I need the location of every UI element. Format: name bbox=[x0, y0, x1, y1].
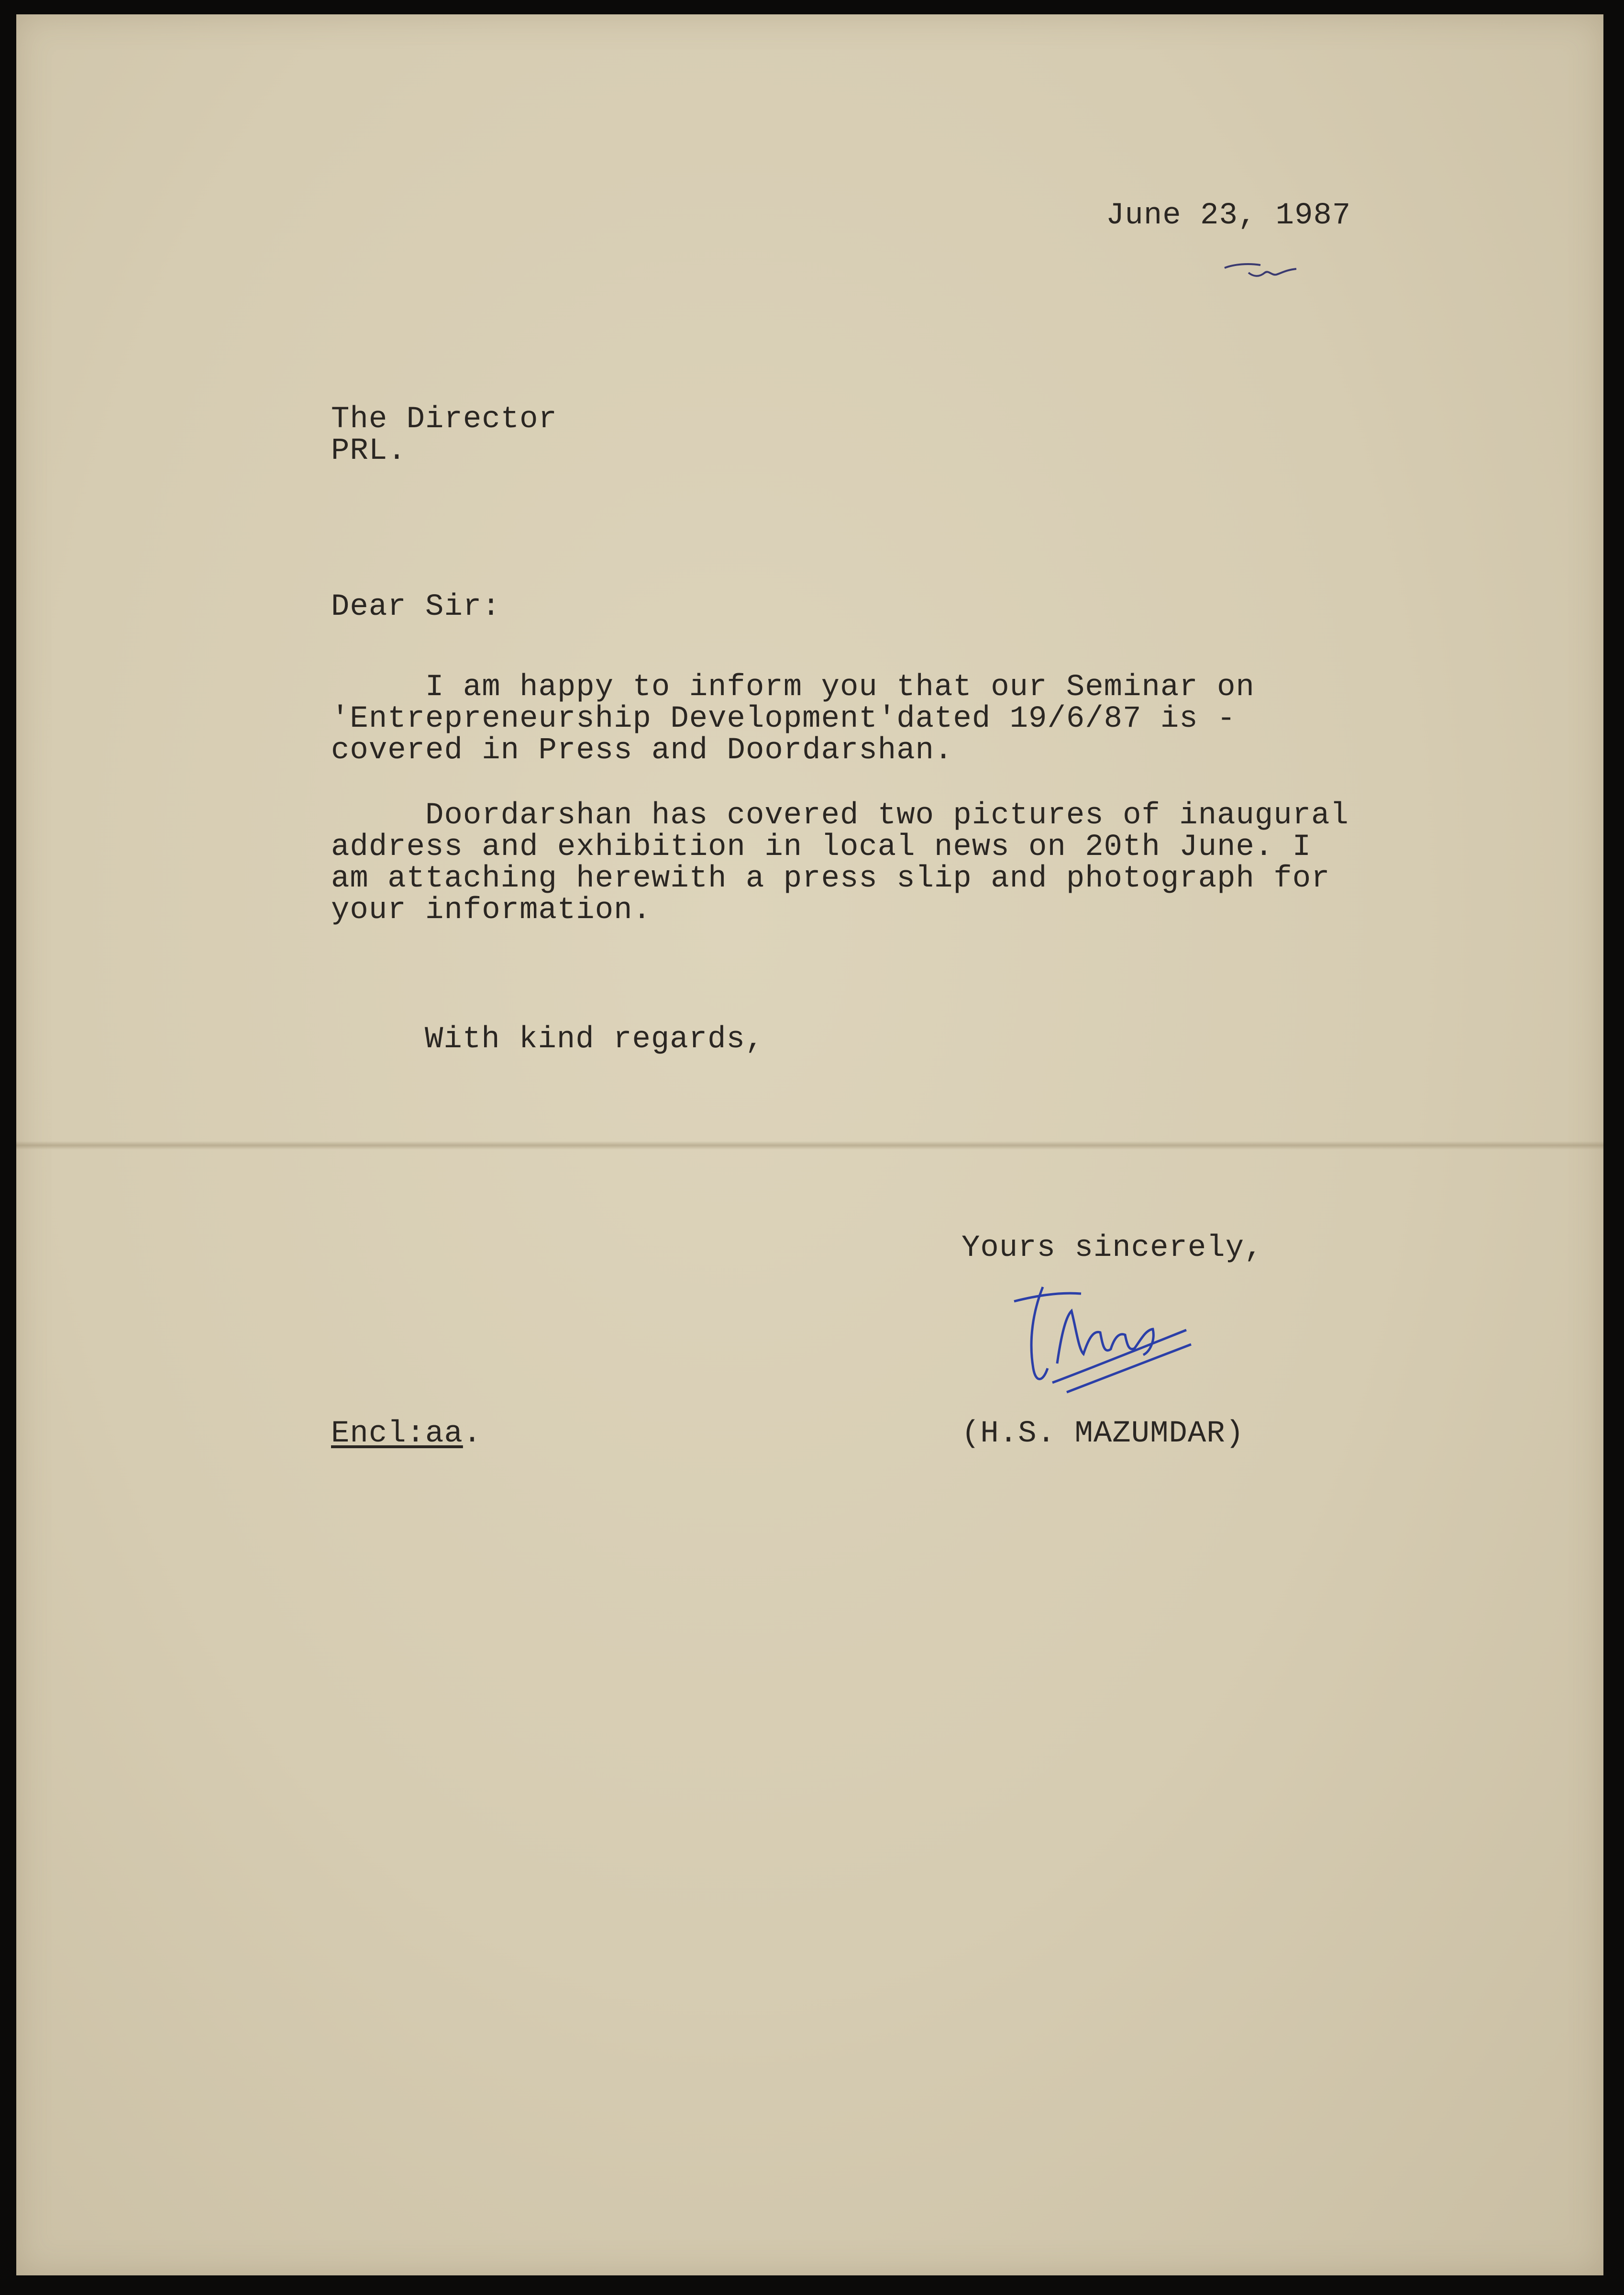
paragraph-line: am attaching herewith a press slip and photograph for bbox=[331, 862, 1330, 896]
handwritten-signature bbox=[985, 1273, 1215, 1397]
closing-regards: With kind regards, bbox=[425, 1022, 764, 1057]
complimentary-close: Yours sincerely, bbox=[961, 1231, 1263, 1265]
paragraph-line: covered in Press and Doordarshan. bbox=[331, 733, 953, 768]
enclosure-note bbox=[331, 1418, 482, 1450]
letter-page bbox=[16, 14, 1603, 2275]
paragraph-line: I am happy to inform you that our Seminar on bbox=[331, 670, 1255, 705]
letter-date: June 23, 1987 bbox=[1106, 199, 1351, 233]
paragraph-line: your information. bbox=[331, 893, 652, 928]
paragraph-line: 'Entrepreneurship Development'dated 19/6/87 is - bbox=[331, 702, 1236, 736]
enclosure-suffix: . bbox=[463, 1417, 482, 1451]
recipient-line: PRL. bbox=[331, 434, 407, 468]
paper-fold-crease bbox=[16, 1141, 1603, 1150]
enclosure-label: Encl:aa bbox=[331, 1417, 463, 1451]
handwritten-initials bbox=[1215, 258, 1349, 287]
paragraph-line: address and exhibition in local news on 20th June. I bbox=[331, 830, 1312, 865]
recipient-line: The Director bbox=[331, 402, 557, 437]
paragraph-line: Doordarshan has covered two pictures of inaugural bbox=[331, 798, 1349, 833]
signer-name: (H.S. MAZUMDAR) bbox=[961, 1417, 1245, 1451]
salutation: Dear Sir: bbox=[331, 590, 501, 624]
